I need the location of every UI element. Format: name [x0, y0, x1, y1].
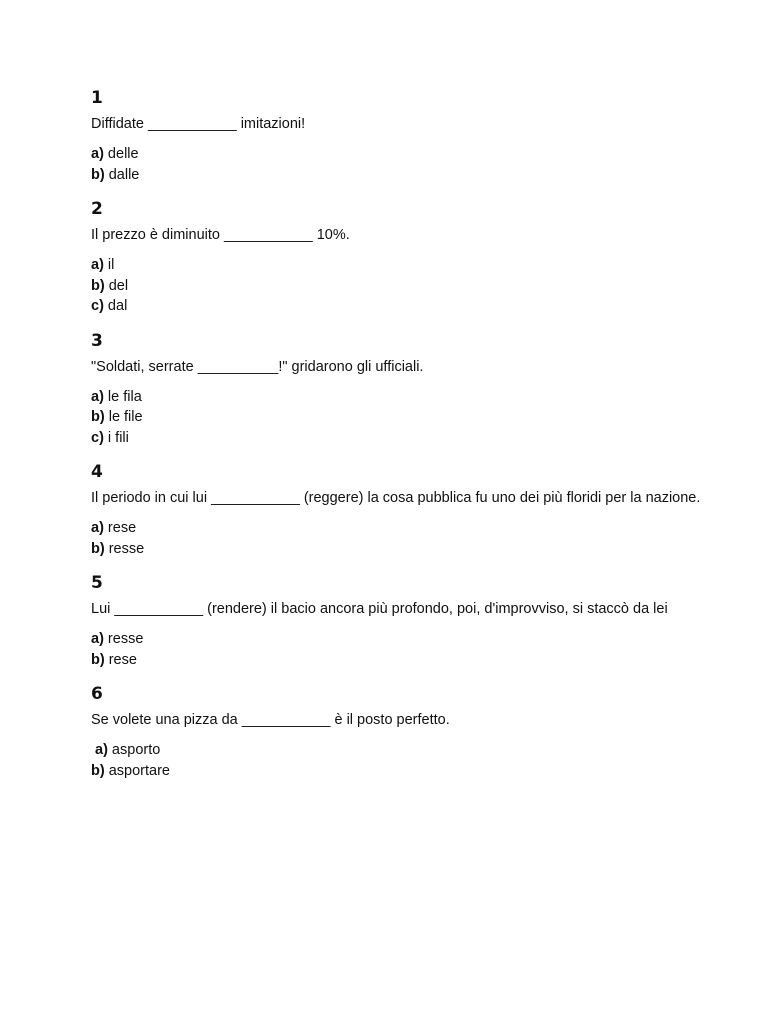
option-letter: a) — [91, 388, 104, 405]
question-text: Il prezzo è diminuito ___________ 10%. — [91, 227, 350, 243]
option-text: il — [103, 257, 115, 273]
option-letter: b) — [91, 651, 105, 668]
question-number: 1 — [91, 88, 103, 108]
option-letter: c) — [91, 298, 104, 314]
option-letter: a) — [91, 631, 104, 647]
option-text: delle — [103, 146, 139, 162]
option-a — [91, 144, 708, 165]
option-letter: c) — [91, 429, 104, 446]
question-text: Lui ___________ (rendere) il bacio ancora più profondo, poi, d'improvviso, si staccò da lei — [91, 601, 668, 617]
option-text: asporto — [107, 742, 161, 758]
option-a — [91, 518, 708, 539]
option-c — [91, 296, 708, 317]
question-2 — [91, 199, 708, 317]
option-c — [91, 428, 708, 449]
question-text: Se volete una pizza da ___________ è il posto perfetto. — [91, 712, 450, 728]
option-b — [91, 165, 708, 186]
question-text: Il periodo in cui lui ___________ (reggere) la cosa pubblica fu uno dei più floridi per la nazione. — [91, 490, 701, 506]
option-a — [91, 629, 708, 650]
question-text: Diffidate ___________ imitazioni! — [91, 116, 306, 132]
question-4 — [91, 462, 708, 559]
option-b — [91, 761, 708, 782]
option-text: rese — [104, 651, 137, 668]
option-letter: b) — [91, 277, 105, 294]
option-text: asportare — [104, 762, 170, 779]
option-b — [91, 407, 708, 428]
option-text: dal — [103, 298, 128, 314]
option-letter: b) — [91, 409, 105, 425]
option-text: rese — [103, 520, 137, 536]
option-a — [91, 740, 708, 761]
question-number: 2 — [91, 199, 103, 219]
question-1 — [91, 88, 708, 185]
question-number: 3 — [91, 330, 103, 351]
option-text: dalle — [104, 166, 140, 183]
question-number: 4 — [91, 462, 103, 482]
option-text: i fili — [103, 429, 129, 446]
question-6 — [91, 684, 708, 781]
question-text: "Soldati, serrate __________!" gridarono gli ufficiali. — [91, 358, 424, 375]
option-text: del — [104, 277, 129, 294]
option-letter: b) — [91, 540, 105, 557]
option-a — [91, 255, 708, 276]
option-a — [91, 387, 708, 408]
question-number: 6 — [91, 684, 103, 704]
option-letter: a) — [91, 146, 104, 162]
question-5 — [91, 573, 708, 670]
question-3 — [91, 331, 708, 449]
option-text: resse — [104, 540, 145, 557]
option-letter: a) — [91, 257, 104, 273]
option-letter: a) — [95, 742, 108, 758]
option-letter: a) — [91, 520, 104, 536]
option-b — [91, 276, 708, 297]
option-text: le fila — [103, 388, 142, 405]
option-letter: b) — [91, 166, 105, 183]
option-text: resse — [103, 631, 144, 647]
option-text: le file — [104, 409, 143, 425]
option-letter: b) — [91, 762, 105, 779]
question-number: 5 — [91, 573, 103, 593]
option-b — [91, 650, 708, 671]
option-b — [91, 539, 708, 560]
